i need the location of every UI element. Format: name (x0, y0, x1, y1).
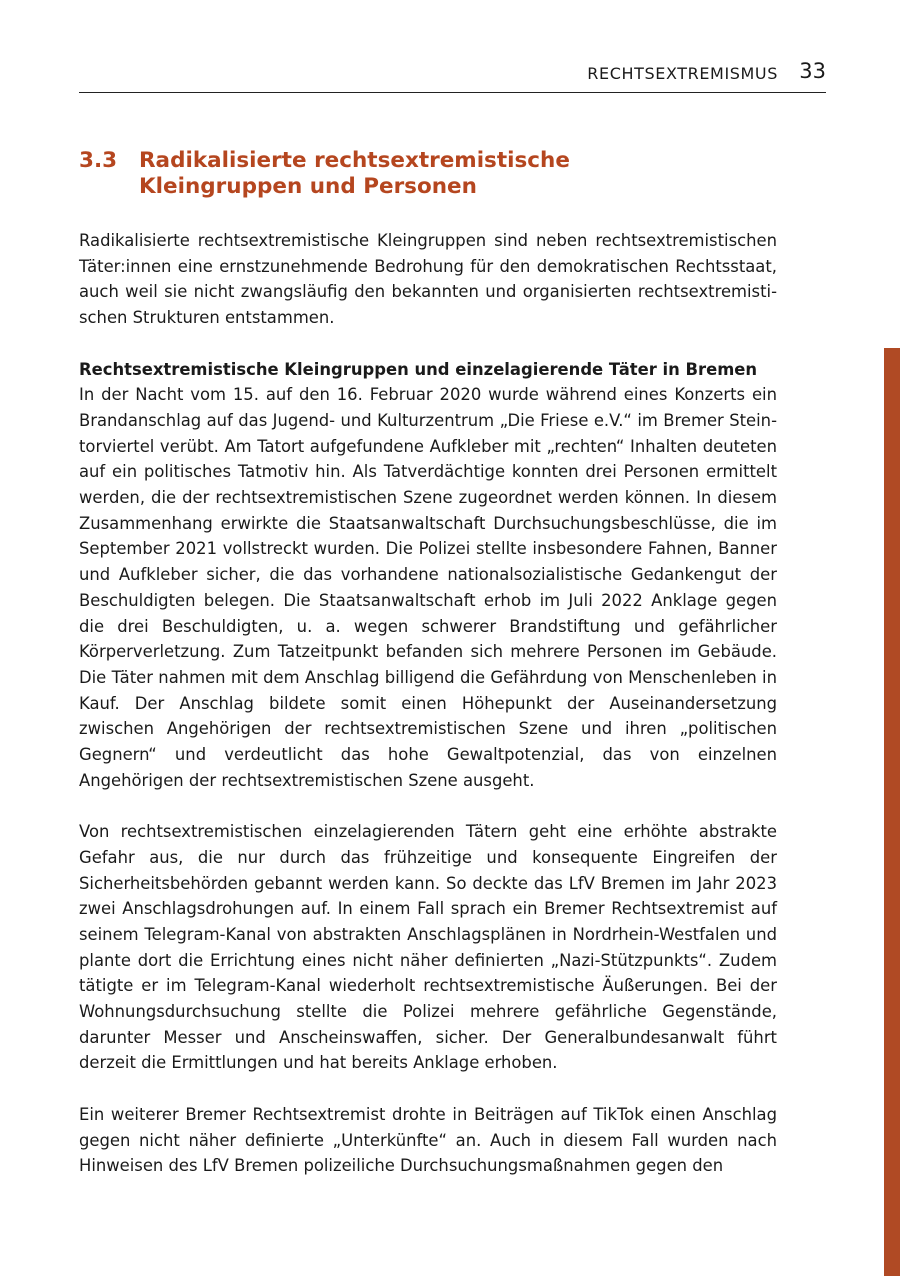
section-number: 3.3 (79, 148, 118, 173)
section-title-line1: Radikalisierte rechtsextremistische (139, 148, 570, 173)
page-number: 33 (799, 59, 826, 83)
running-header (79, 56, 826, 93)
subsection-heading: Rechtsextremistische Kleingruppen und einzelagierende Täter in Bremen (79, 359, 758, 379)
section-title-line2: Kleingruppen und Personen (139, 174, 477, 199)
paragraph-3: Ein weiterer Bremer Rechtsextremist drohte in Beiträgen auf TikTok einen Anschlag gegen nicht näher definierte „Unterkünfte“ an. Auch in diesem Fall wurden nach Hinweisen des LfV Bremen polizeiliche Durchsuchungsmaßnahmen gegen den (79, 1104, 777, 1176)
body-text (79, 228, 777, 1179)
paragraph-1: In der Nacht vom 15. auf den 16. Februar 2020 wurde während eines Konzerts ein Brandanschlag auf das Jugend- und Kulturzentrum „Die Friese e.V.“ im Bremer Steintorviertel verübt. Am Tatort aufgefundene Aufkleber mit „rechten“ Inhalten deuteten auf ein politisches Tatmotiv hin. Als Tatverdächtige konnten drei Personen ermittelt werden, die der rechtsextremistischen Szene zugeordnet werden können. In diesem Zusammenhang erwirkte die Staatsanwaltschaft Durchsuchungsbeschlüsse, die im September 2021 vollstreckt wurden. Die Polizei stellte insbesondere Fahnen, Banner und Aufkleber sicher, die das vorhandene nationalsozialistische Gedankengut der Beschuldigten belegen. Die Staatsanwaltschaft erhob im Juli 2022 Anklage gegen die drei Beschuldigten, u. a. wegen schwerer Brandstiftung und gefährlicher Körperverletzung. Zum Tatzeitpunkt befanden sich mehrere Personen im Gebäude. Die Täter nahmen mit dem Anschlag billigend die Gefährdung von Menschenleben in Kauf. Der Anschlag bildete somit einen Höhepunkt der Auseinandersetzung zwischen Angehörigen der rechtsextremistischen Szene und ihren „politischen Gegnern“ und verdeutlicht das hohe Gewaltpotenzial, das von einzelnen Angehörigen der rechtsextremistischen Szene ausgeht. (79, 385, 777, 790)
paragraph-2: Von rechtsextremistischen einzelagierenden Tätern geht eine erhöhte abstrakte Gefahr aus, die nur durch das frühzeitige und konsequente Eingreifen der Sicherheitsbehörden gebannt werden kann. So deckte das LfV Bremen im Jahr 2023 zwei Anschlagsdrohungen auf. In einem Fall sprach ein Bremer Rechtsextremist auf seinem Telegram-Kanal von abstrakten Anschlagsplänen in Nordrhein-Westfalen und plante dort die Errichtung eines nicht näher definierten „Nazi-Stützpunkts“. Zudem tätigte er im Telegram-Kanal wiederholt rechtsextremistische Äußerungen. Bei der Wohnungsdurchsuchung stellte die Polizei mehrere gefährliche Gegenstände, darunter Messer und Anscheinswaffen, sicher. Der Generalbundesanwalt führt derzeit die Ermittlungen und hat bereits Anklage erhoben. (79, 822, 777, 1073)
running-header-section: RECHTSEXTREMISMUS (587, 64, 778, 83)
chapter-side-bar (884, 348, 900, 1276)
intro-paragraph: Radikalisierte rechtsextremistische Kleingruppen sind neben rechtsextremistischen Täter:innen eine ernstzunehmende Bedrohung für den demokratischen Rechtsstaat, auch weil sie nicht zwangsläufig den bekannten und organisierten rechtsextremistischen Strukturen entstammen. (79, 231, 777, 328)
section-title (139, 148, 759, 200)
